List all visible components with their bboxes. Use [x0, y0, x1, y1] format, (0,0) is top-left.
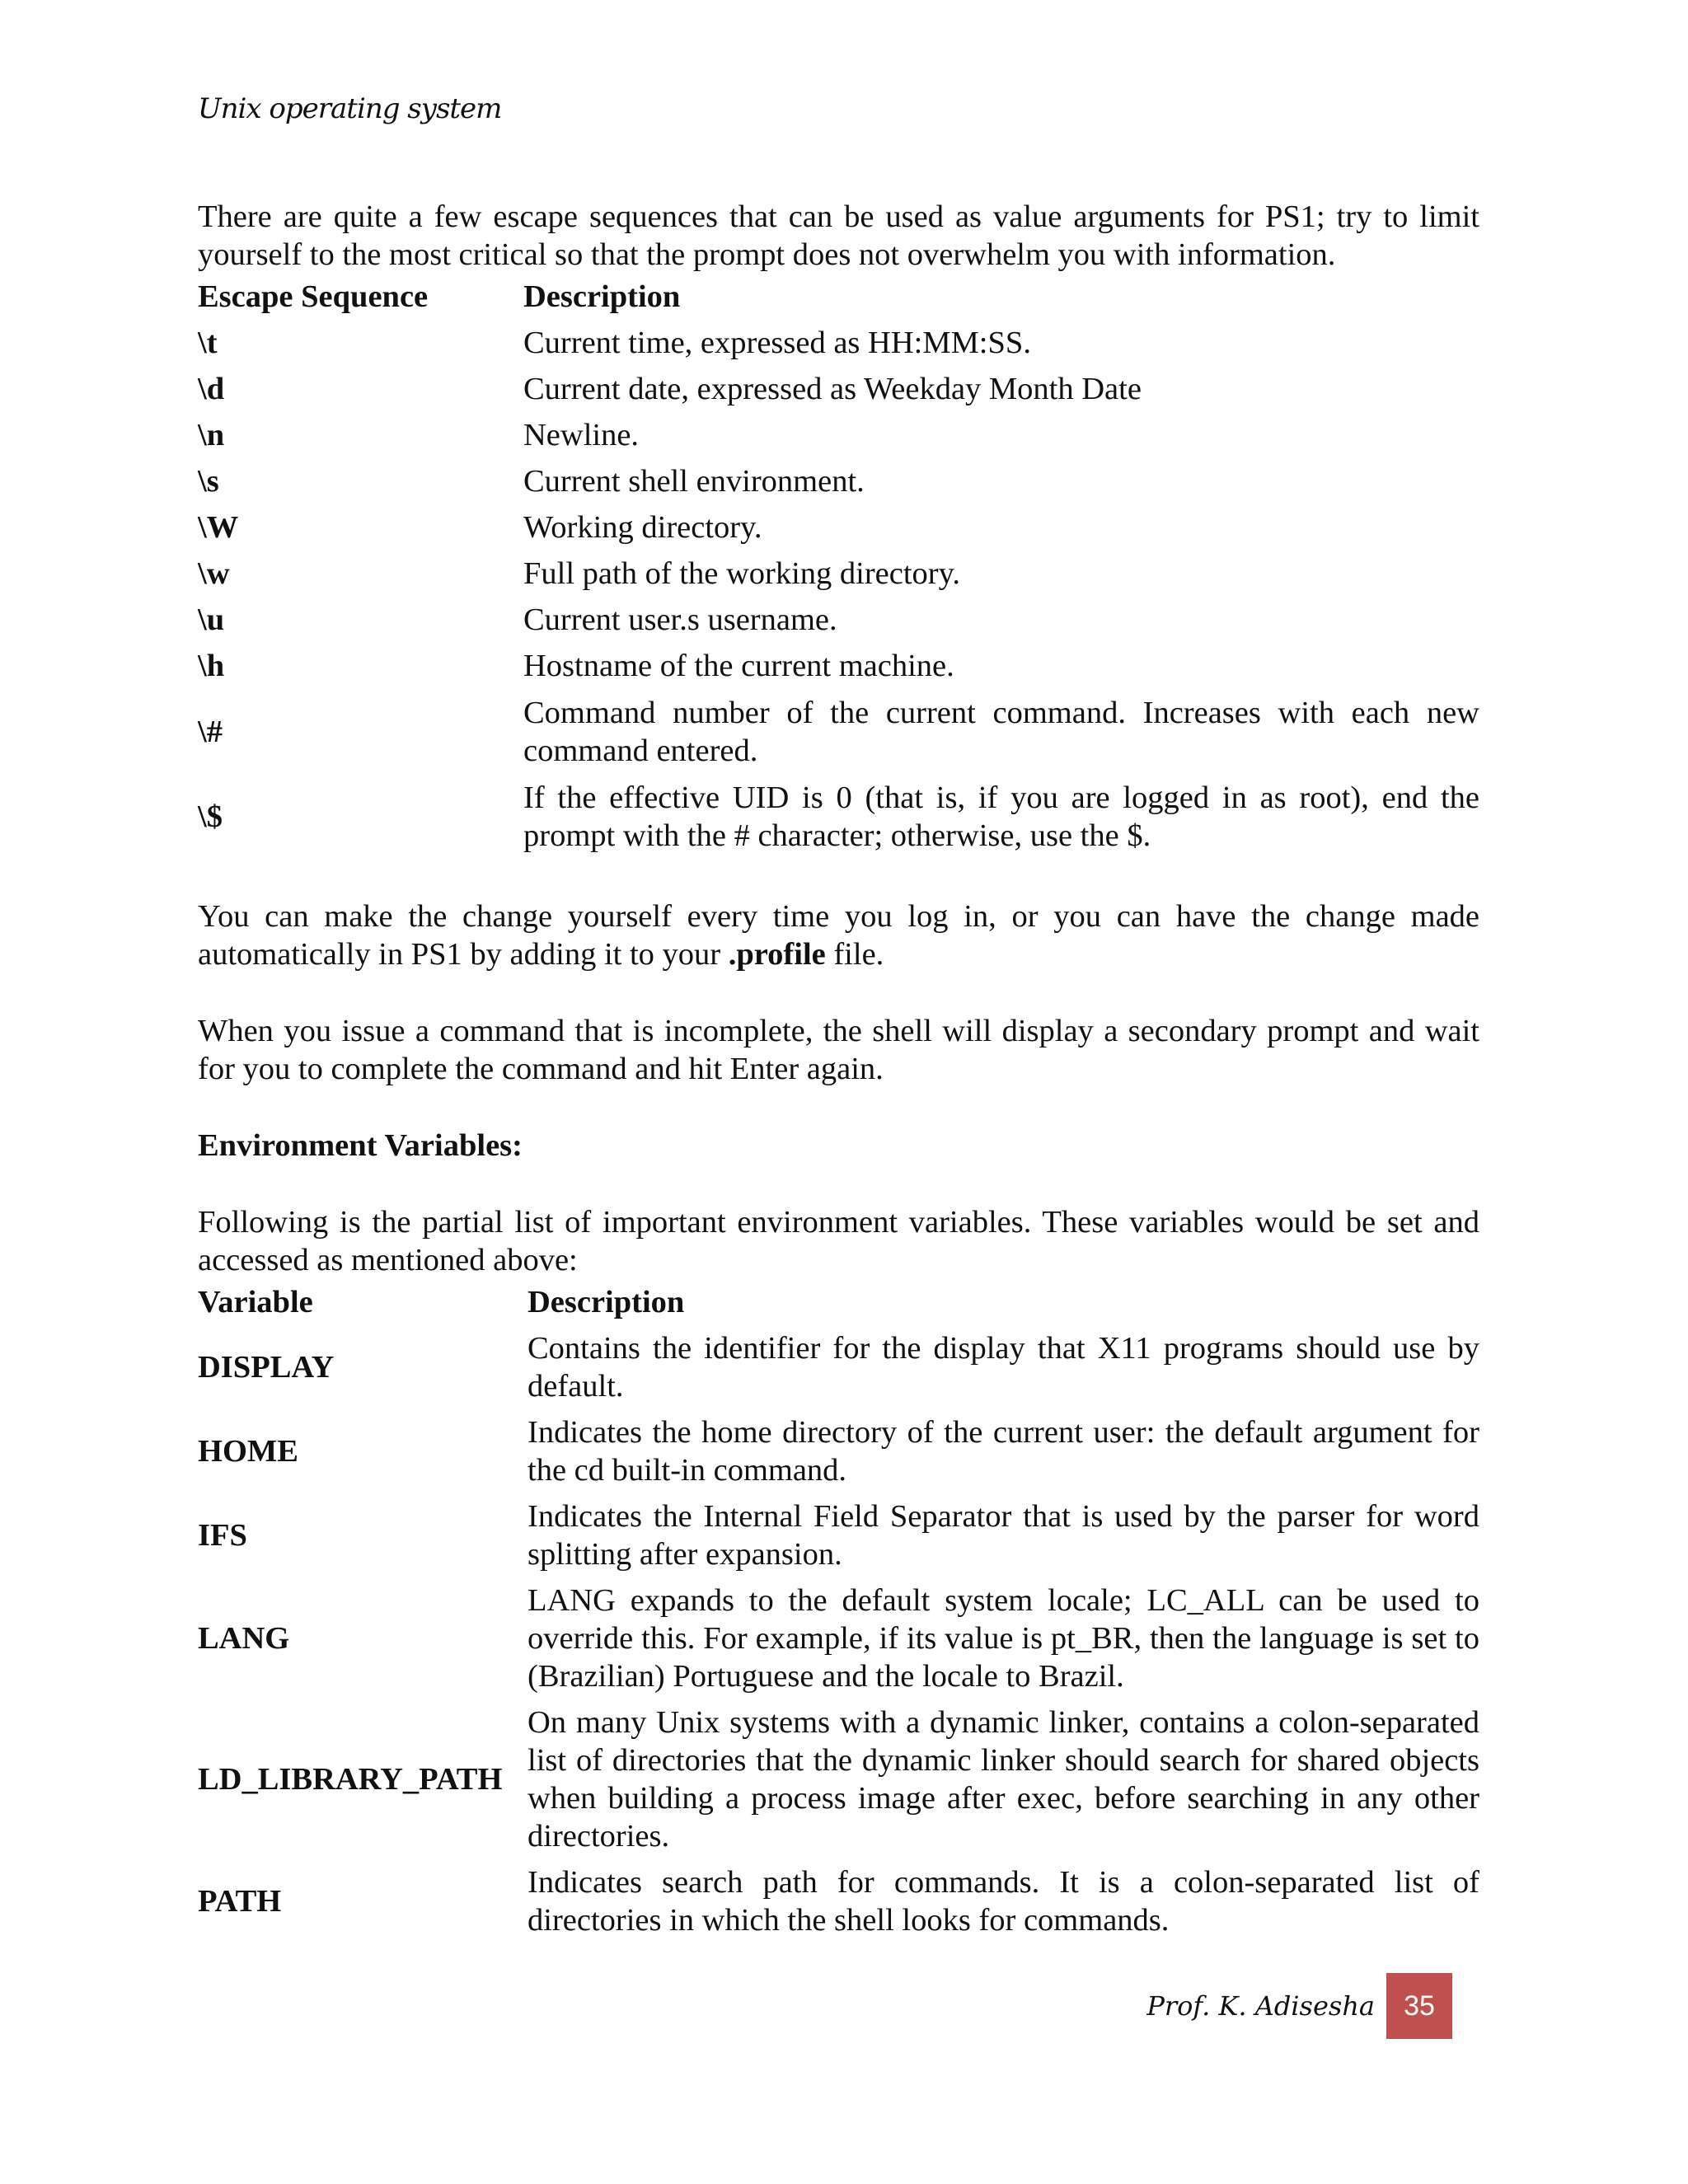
variable-desc: Indicates the home directory of the current user: the default argument for the cd built-in command. [528, 1415, 1479, 1488]
variable-name: HOME [198, 1434, 298, 1469]
table-row [198, 504, 1479, 551]
table-header-row [198, 1279, 1479, 1325]
escape-key: \h [198, 649, 225, 683]
escape-desc: Current shell environment. [523, 464, 865, 499]
table-row [198, 643, 1479, 689]
variable-desc: On many Unix systems with a dynamic linker, contains a colon-separated list of directories that the dynamic linker should search for shared objects when building a process image after exec, before searching in any other directories. [528, 1705, 1479, 1854]
table-row [198, 1859, 1479, 1943]
variable-desc: Indicates the Internal Field Separator that is used by the parser for word splitting after expansion. [528, 1499, 1479, 1572]
table-row [198, 1409, 1479, 1493]
variable-name: PATH [198, 1884, 282, 1919]
escape-key: \d [198, 372, 225, 406]
escape-key: \# [198, 714, 223, 749]
table-row [198, 1493, 1479, 1577]
variable-desc: LANG expands to the default system locale; LC_ALL can be used to override this. For example, if its value is pt_BR, then the language is set to (Brazilian) Portuguese and the locale to Brazil. [528, 1583, 1479, 1694]
table-row [198, 689, 1479, 774]
escape-key: \t [198, 326, 218, 360]
escape-desc: Newline. [523, 418, 640, 452]
escape-key: \n [198, 418, 225, 452]
variable-name: LANG [198, 1621, 290, 1656]
variable-desc: Contains the identifier for the display that X11 programs should use by default. [528, 1331, 1479, 1404]
variable-name: LD_LIBRARY_PATH [198, 1762, 503, 1797]
secondary-prompt-paragraph: When you issue a command that is incomplete, the shell will display a secondary prompt and wait for you to complete the command and hit Enter again. [198, 1014, 1479, 1086]
table-row [198, 1577, 1479, 1699]
column-header: Escape Sequence [198, 279, 429, 314]
table-row [198, 366, 1479, 412]
escape-desc: Current date, expressed as Weekday Month Date [523, 372, 1142, 406]
profile-text-after: file. [825, 937, 884, 972]
table-header-row [198, 274, 1479, 320]
escape-key: \u [198, 602, 225, 637]
profile-filename: .profile [728, 937, 826, 972]
escape-desc: If the effective UID is 0 (that is, if you are logged in as root), end the prompt with the # character; otherwise, use the $. [523, 780, 1479, 853]
table-row [198, 320, 1479, 366]
profile-text-before: You can make the change yourself every time you log in, or you can have the change made automatically in PS1 by adding it to your [198, 899, 1479, 972]
variable-name: IFS [198, 1518, 247, 1553]
escape-key: \$ [198, 799, 223, 834]
page-number-badge: 35 [1386, 1973, 1452, 2039]
environment-variables-table [198, 1279, 1479, 1943]
escape-desc: Hostname of the current machine. [523, 649, 954, 683]
table-row [198, 551, 1479, 597]
running-header: Unix operating system [198, 92, 502, 125]
env-intro-paragraph: Following is the partial list of important environment variables. These variables would be set and accessed as mentioned above: [198, 1205, 1479, 1277]
escape-key: \s [198, 464, 219, 499]
section-heading: Environment Variables: [198, 1128, 523, 1163]
table-row [198, 412, 1479, 458]
column-header: Description [528, 1285, 685, 1319]
table-row [198, 458, 1479, 504]
page-content [198, 198, 1479, 1943]
column-header: Description [523, 279, 681, 314]
author-name: Prof. K. Adisesha [1146, 1990, 1375, 2022]
table-row [198, 1325, 1479, 1409]
escape-sequence-table [198, 274, 1479, 859]
intro-paragraph: There are quite a few escape sequences that can be used as value arguments for PS1; try to limit yourself to the most critical so that the prompt does not overwhelm you with information. [198, 199, 1479, 272]
column-header: Variable [198, 1285, 313, 1319]
escape-key: \w [198, 556, 230, 591]
escape-key: \W [198, 510, 239, 545]
escape-desc: Full path of the working directory. [523, 556, 960, 591]
profile-paragraph [198, 898, 1479, 973]
variable-name: DISPLAY [198, 1350, 335, 1385]
escape-desc: Current time, expressed as HH:MM:SS. [523, 326, 1031, 360]
escape-desc: Current user.s username. [523, 602, 837, 637]
page-footer [1146, 1973, 1452, 2039]
escape-desc: Command number of the current command. Increases with each new command entered. [523, 695, 1479, 768]
variable-desc: Indicates search path for commands. It is a colon-separated list of directories in which the shell looks for commands. [528, 1865, 1479, 1938]
table-row [198, 774, 1479, 859]
escape-desc: Working directory. [523, 510, 762, 545]
table-row [198, 597, 1479, 643]
table-row [198, 1699, 1479, 1859]
